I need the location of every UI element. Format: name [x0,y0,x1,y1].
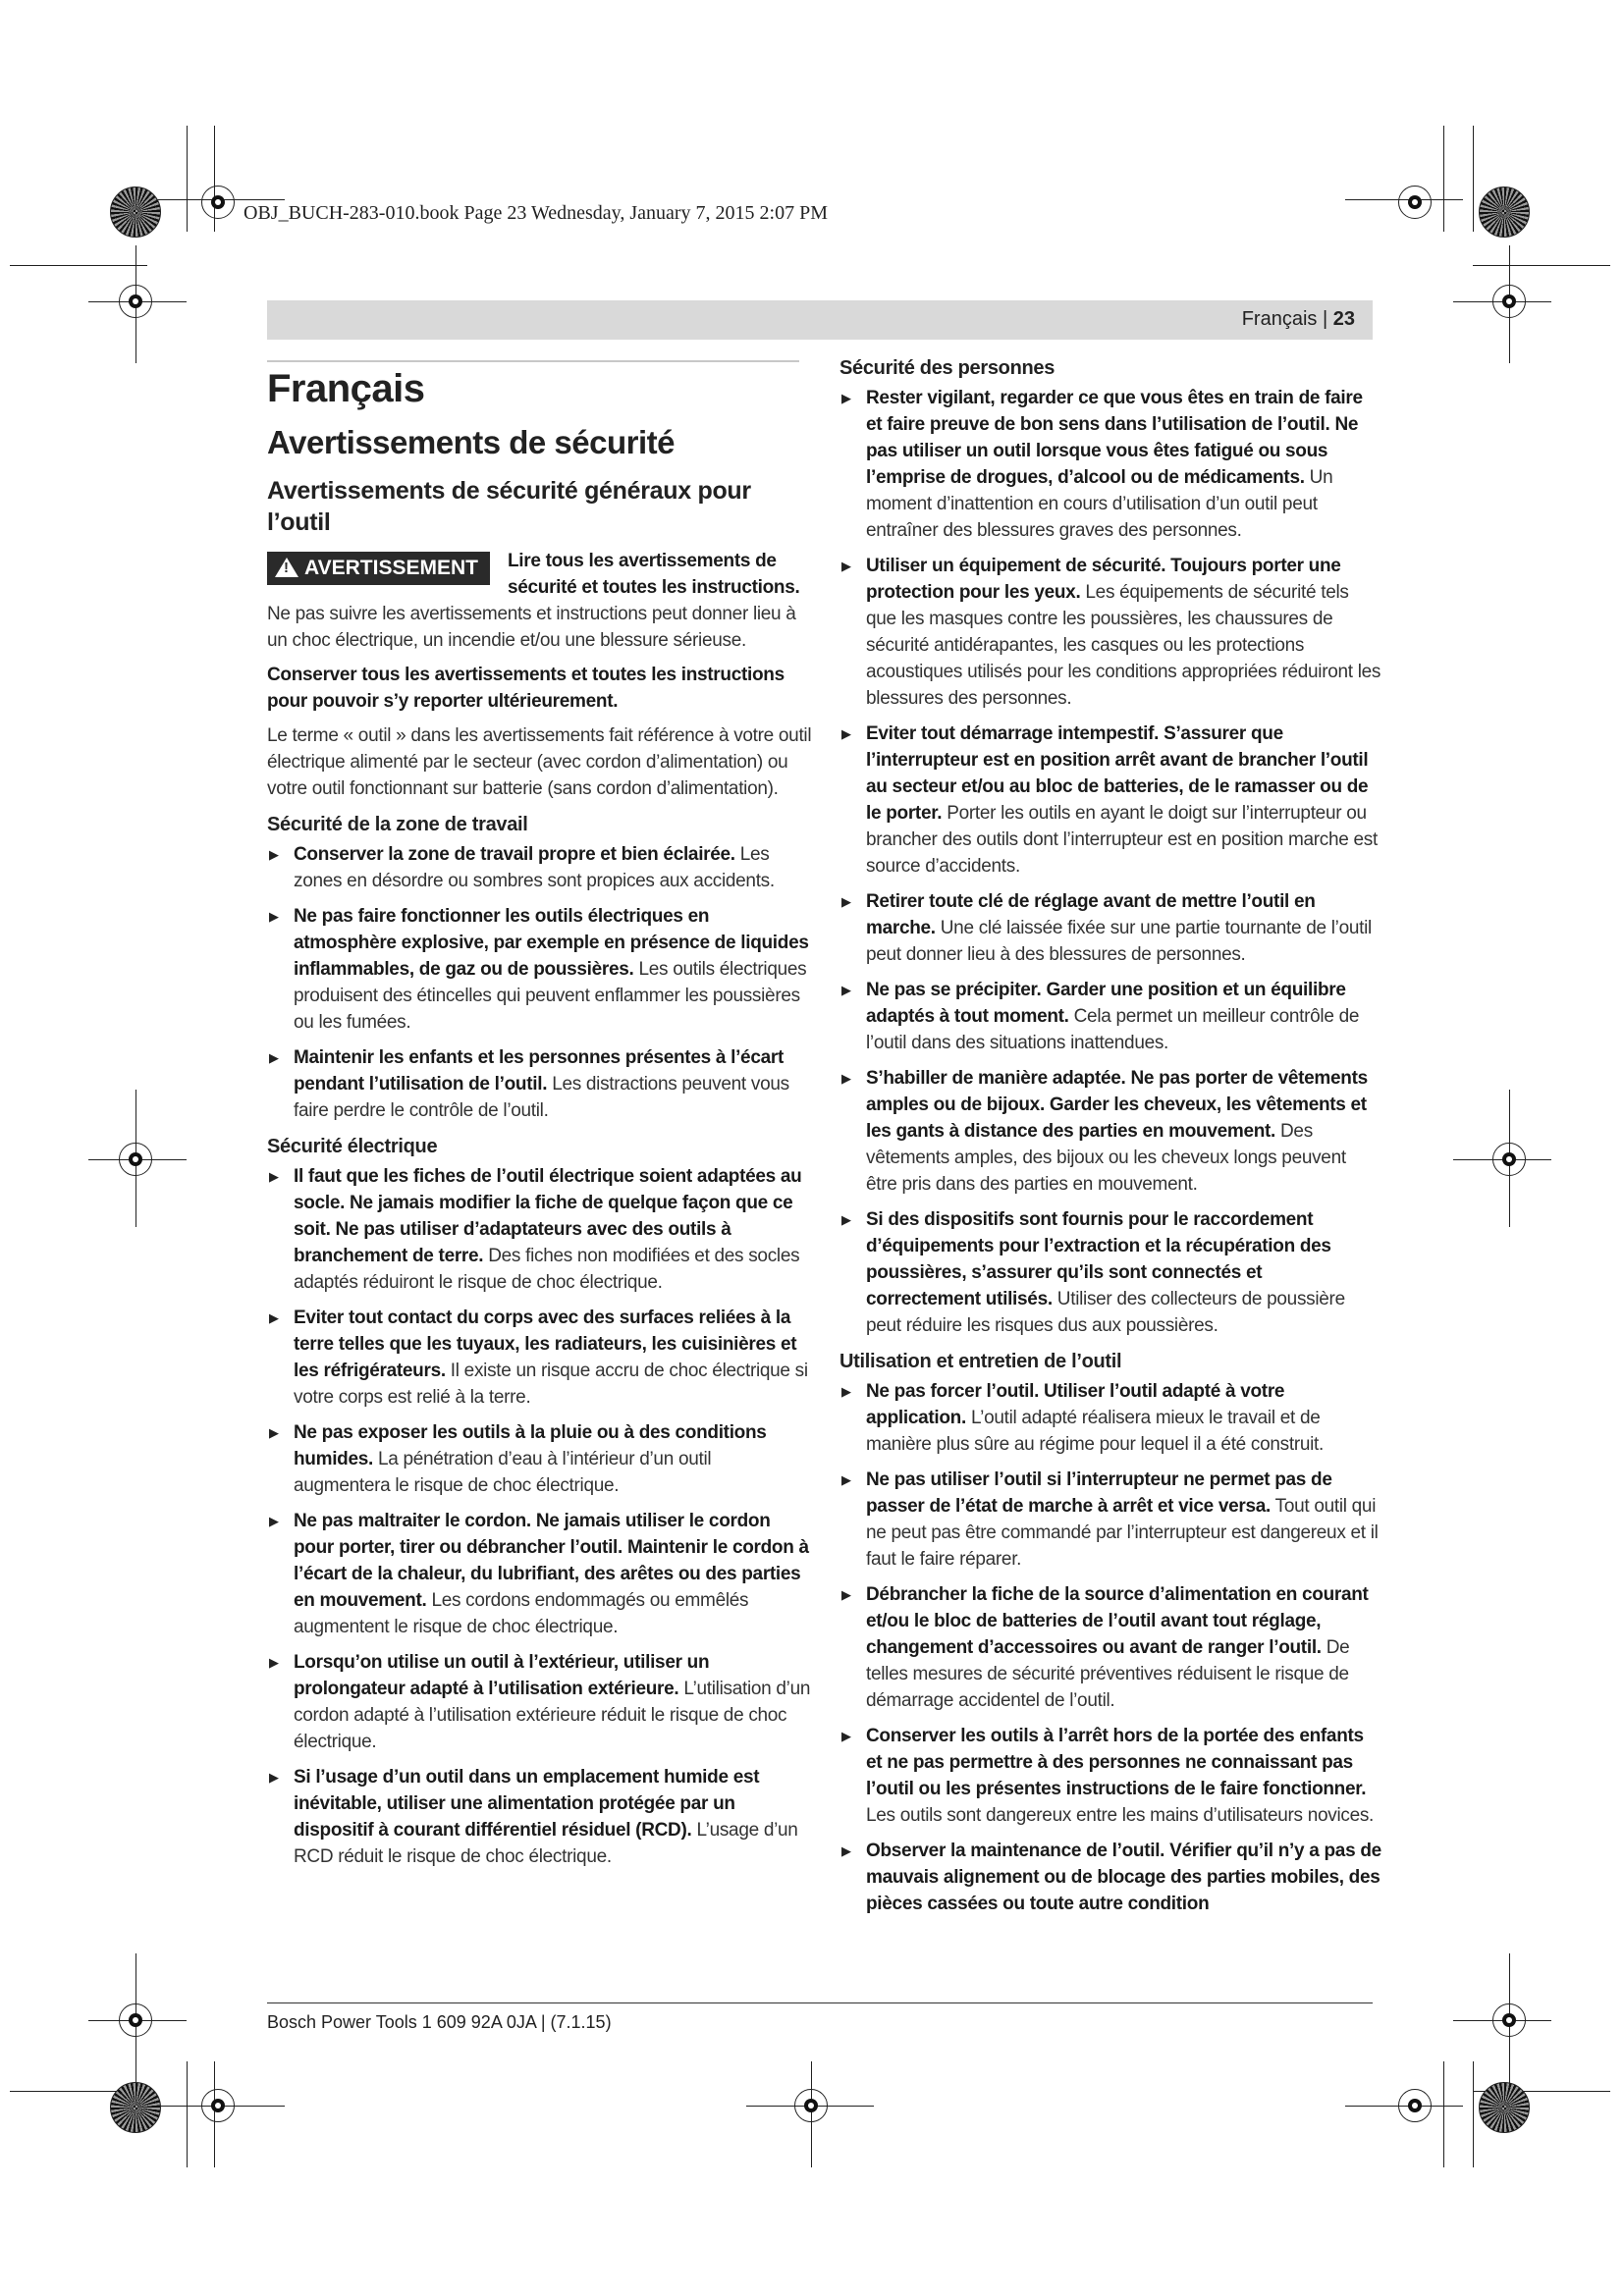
item-text: Utiliser des collecteurs de poussière peut réduire les risques dus aux poussières. [866,1289,1345,1336]
item-bold: Conserver la zone de travail propre et bien éclairée. [294,844,735,865]
item-text: Des fiches non modifiées et des socles adaptés réduiront le risque de choc électrique. [294,1246,800,1293]
list-item [839,1723,1381,1829]
electrical-heading: Sécurité électrique [267,1136,438,1157]
registration-mark [794,2089,828,2122]
color-rosette-top-right [1479,187,1530,238]
list-item [839,1206,1381,1339]
warning-triangle-icon: ! [275,558,298,577]
right-column [839,355,1381,1926]
footer-rule [267,2002,1373,2003]
registration-mark [119,2003,152,2037]
color-rosette-bottom-left [110,2082,161,2133]
item-text: L’usage d’un RCD réduit le risque de choc électrique. [294,1820,798,1867]
electrical-list [267,1163,812,1870]
list-item [839,1065,1381,1198]
item-bold: Observer la maintenance de l’outil. Vérifier qu’il n’y a pas de mauvais alignement ou de blocage des parties mobiles, des pièces cassées ou toute autre condition [866,1841,1381,1914]
list-item [839,977,1381,1056]
list-item [839,1581,1381,1714]
item-text: Les cordons endommagés ou emmêlés augmentent le risque de choc électrique. [294,1590,749,1637]
keep-instructions-note: Conserver tous les avertissements et toutes les instructions pour pouvoir s’y reporter ultérieurement. [267,665,785,712]
list-item [267,1649,812,1755]
warning-badge-label: AVERTISSEMENT [304,557,478,579]
item-bold: Retirer toute clé de réglage avant de mettre l’outil en marche. [866,891,1316,938]
list-item [839,1467,1381,1573]
left-column [267,353,812,1879]
list-item [267,1163,812,1296]
print-job-header: OBJ_BUCH-283-010.book Page 23 Wednesday, January 7, 2015 2:07 PM [244,202,829,224]
registration-mark [1492,2003,1526,2037]
item-text: Tout outil qui ne peut pas être commandé par l’interrupteur est dangereux et il faut le faire réparer. [866,1496,1379,1570]
page-language: Français [1241,308,1318,330]
item-bold: Si des dispositifs sont fournis pour le raccordement d’équipements pour l’extraction et la récupération des poussières, s’assurer qu’ils sont connectés et correctement utilisés. [866,1209,1331,1309]
personal-list [839,385,1381,1339]
registration-mark [1398,2089,1432,2122]
registration-mark [1398,186,1432,219]
item-bold: Ne pas maltraiter le cordon. Ne jamais utiliser le cordon pour porter, tirer ou débrancher l’outil. Maintenir le cordon à l’écart de la chaleur, du lubrifiant, des arêtes ou des parties en mouvement. [294,1511,809,1611]
item-text: Les outils sont dangereux entre les mains d’utilisateurs novices. [866,1805,1375,1826]
item-bold: S’habiller de manière adaptée. Ne pas porter de vêtements amples ou de bijoux. Garder les cheveux, les vêtements et les gants à distance des parties en mouvement. [866,1068,1368,1142]
registration-mark [119,285,152,318]
list-item [267,1764,812,1870]
list-item [839,553,1381,712]
subsection-title: Avertissements de sécurité généraux pour l’outil [267,477,751,536]
page-footer: Bosch Power Tools 1 609 92A 0JA | (7.1.15) [267,2012,612,2032]
item-bold: Conserver les outils à l’arrêt hors de la portée des enfants et ne pas permettre à des personnes ne connaissant pas l’outil ou les présentes instructions de le faire fonctionner. [866,1726,1367,1799]
item-bold: Eviter tout démarrage intempestif. S’assurer que l’interrupteur est en position arrêt avant de brancher l’outil au secteur et/ou au bloc de batteries, de le ramasser ou de le porter. [866,723,1369,824]
list-item [839,385,1381,544]
item-bold: Ne pas se précipiter. Garder une position et un équilibre adaptés à tout moment. [866,980,1346,1027]
list-item [267,1508,812,1640]
list-item [839,1378,1381,1458]
list-item [839,1838,1381,1917]
item-text: Porter les outils en ayant le doigt sur l’interrupteur ou brancher des outils dont l’interrupteur est en position marche est source d’accidents. [866,803,1378,877]
page-header-label [1242,308,1355,331]
item-text: Les zones en désordre ou sombres sont propices aux accidents. [294,844,775,891]
list-item [267,903,812,1036]
registration-mark [201,186,235,219]
list-item [267,1305,812,1411]
list-item [839,721,1381,880]
registration-mark [1492,285,1526,318]
item-bold: Ne pas faire fonctionner les outils électriques en atmosphère explosive, par exemple en présence de liquides inflammables, de gaz ou de poussières. [294,906,809,980]
list-item [267,1419,812,1499]
page-header-band [267,300,1373,340]
item-text: L’utilisation d’un cordon adapté à l’utilisation extérieure réduit le risque de choc électrique. [294,1679,811,1752]
work-area-heading: Sécurité de la zone de travail [267,814,528,835]
item-text: Cela permet un meilleur contrôle de l’outil dans des situations inattendues. [866,1006,1360,1053]
item-text: Les outils électriques produisent des étincelles qui peuvent enflammer les poussières ou les fumées. [294,959,807,1033]
page-title: Français [267,367,425,410]
item-bold: Ne pas exposer les outils à la pluie ou à des conditions humides. [294,1422,767,1469]
warning-bold-text: Lire tous les avertissements de sécurité et toutes les instructions. [507,551,800,598]
list-item [267,841,812,894]
item-text: Il existe un risque accru de choc électrique si votre corps est relié à la terre. [294,1361,808,1408]
item-bold: Il faut que les fiches de l’outil électrique soient adaptées au socle. Ne jamais modifier la fiche de quelque façon que ce soit. Ne pas utiliser d’adaptateurs avec des outils à branchement de terre. [294,1166,802,1266]
item-text: Des vêtements amples, des bijoux ou les cheveux longs peuvent être pris dans des parties en mouvement. [866,1121,1346,1195]
item-text: De telles mesures de sécurité préventives réduisent le risque de démarrage accidentel de l’outil. [866,1637,1350,1711]
item-text: Les distractions peuvent vous faire perdre le contrôle de l’outil. [294,1074,789,1121]
item-bold: Lorsqu’on utilise un outil à l’extérieur, utiliser un prolongateur adapté à l’utilisation extérieure. [294,1652,710,1699]
work-area-list [267,841,812,1124]
item-text: L’outil adapté réalisera mieux le travail et de manière plus sûre au régime pour lequel il a été construit. [866,1408,1325,1455]
registration-mark [201,2089,235,2122]
item-bold: Utiliser un équipement de sécurité. Toujours porter une protection pour les yeux. [866,556,1341,603]
item-bold: Rester vigilant, regarder ce que vous êtes en train de faire et faire preuve de bon sens dans l’utilisation de l’outil. Ne pas utiliser un outil lorsque vous êtes fatigué ou sous l’emprise de drogues, d’alcool ou de médicaments. [866,388,1363,488]
item-bold: Si l’usage d’un outil dans un emplacement humide est inévitable, utiliser une alimentation protégée par un dispositif à courant différentiel résiduel (RCD). [294,1767,760,1841]
item-text: La pénétration d’eau à l’intérieur d’un outil augmentera le risque de choc électrique. [294,1449,712,1496]
item-bold: Maintenir les enfants et les personnes présentes à l’écart pendant l’utilisation de l’outil. [294,1047,784,1095]
item-bold: Débrancher la fiche de la source d’alimentation en courant et/ou le bloc de batteries de l’outil avant tout réglage, changement d’accessoires ou avant de ranger l’outil. [866,1584,1369,1658]
page-number: 23 [1332,308,1355,330]
warning-text: Ne pas suivre les avertissements et instructions peut donner lieu à un choc électrique, un incendie et/ou une blessure sérieuse. [267,604,796,651]
item-text: Un moment d’inattention en cours d’utilisation d’un outil peut entraîner des blessures graves des personnes. [866,467,1333,541]
item-bold: Eviter tout contact du corps avec des surfaces reliées à la terre telles que les tuyaux, les radiateurs, les cuisinières et les réfrigérateurs. [294,1308,797,1381]
item-text: Les équipements de sécurité tels que les masques contre les poussières, les chaussures de sécurité antidérapantes, les casques ou les protections acoustiques utilisés pour les conditions appropriées réduiront les blessures des personnes. [866,582,1381,709]
item-bold: Ne pas forcer l’outil. Utiliser l’outil adapté à votre application. [866,1381,1285,1428]
warning-badge [267,552,490,585]
registration-mark [1492,1143,1526,1176]
personal-heading: Sécurité des personnes [839,357,1056,379]
list-item [839,888,1381,968]
color-rosette-bottom-right [1479,2082,1530,2133]
general-warning [267,548,812,654]
term-note: Le terme « outil » dans les avertissements fait référence à votre outil électrique alimenté par le secteur (avec cordon d’alimentation) ou votre outil fonctionnant sur batterie (sans cordon d’alimentation). [267,725,812,799]
registration-mark [119,1143,152,1176]
item-text: Une clé laissée fixée sur une partie tournante de l’outil peut donner lieu à des blessures de personnes. [866,918,1372,965]
item-bold: Ne pas utiliser l’outil si l’interrupteur ne permet pas de passer de l’état de marche à arrêt et vice versa. [866,1469,1332,1517]
section-title: Avertissements de sécurité [267,424,675,460]
list-item [267,1044,812,1124]
tool-use-list [839,1378,1381,1917]
page-separator: | [1322,308,1328,330]
tool-use-heading: Utilisation et entretien de l’outil [839,1351,1122,1372]
color-rosette-top-left [110,187,161,238]
